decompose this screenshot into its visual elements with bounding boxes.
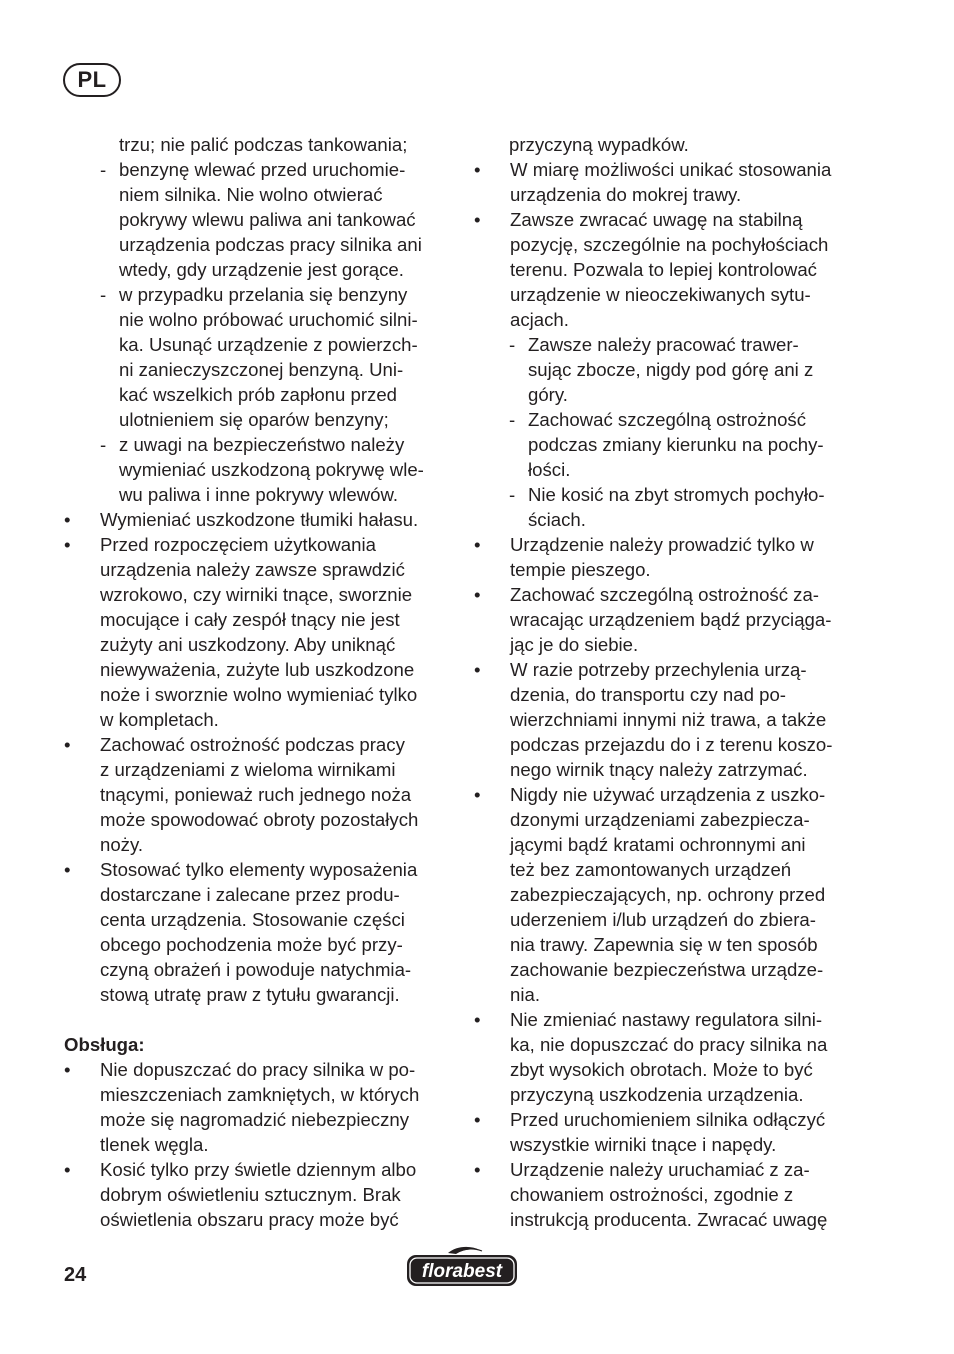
bullet-mark: • (474, 534, 481, 555)
item-text (510, 657, 874, 782)
text-line: ulotnieniem się oparów benzyny; (119, 409, 389, 430)
continued-text: trzu; nie palić podczas tankowania; (119, 134, 408, 155)
text-line: Stosować tylko elementy wyposażenia (100, 859, 418, 880)
text-line: mieszczeniach zamkniętych, w których (100, 1084, 420, 1105)
text-line: w kompletach. (100, 709, 219, 730)
text-line: niem silnika. Nie wolno otwierać (119, 184, 383, 205)
text-line: dobrym oświetleniu sztucznym. Brak (100, 1184, 401, 1205)
text-line: stową utratę praw z tytułu gwarancji. (100, 984, 400, 1005)
svg-text:florabest: florabest (421, 1261, 503, 1282)
text-line: Kosić tylko przy świetle dziennym albo (100, 1159, 417, 1180)
page-number: 24 (64, 1264, 87, 1286)
text-line: ściach. (528, 509, 586, 530)
text-line: podczas zmiany kierunku na pochy- (528, 434, 824, 455)
text-line: W razie potrzeby przechylenia urzą- (510, 659, 807, 680)
bullet-item (64, 532, 454, 732)
dash-item (474, 407, 874, 482)
dash-item (64, 432, 454, 507)
text-line: Przed uruchomieniem silnika odłączyć (510, 1109, 826, 1130)
text-line: Zachować szczególną ostrożność (528, 409, 807, 430)
text-line: wracając urządzeniem bądź przyciąga- (510, 609, 832, 630)
item-text (528, 407, 874, 482)
text-line: z uwagi na bezpieczeństwo należy (119, 434, 405, 455)
text-line: dzonymi urządzeniami zabezpiecza- (510, 809, 810, 830)
text-line: wymieniać uszkodzoną pokrywę wle- (119, 459, 424, 480)
bullet-mark: • (474, 784, 481, 805)
text-line: Zachować szczególną ostrożność za- (510, 584, 820, 605)
item-text (100, 1157, 454, 1232)
text-line: też bez zamontowanych urządzeń (510, 859, 792, 880)
text-line: w przypadku przelania się benzyny (119, 284, 408, 305)
item-text (100, 507, 454, 532)
bullet-item (474, 582, 874, 657)
bullet-mark: • (474, 584, 481, 605)
section-heading: Obsługa: (64, 1034, 145, 1055)
bullet-mark: • (474, 1159, 481, 1180)
text-line: W miarę możliwości unikać stosowania (510, 159, 832, 180)
text-line: Nie zmieniać nastawy regulatora silni- (510, 1009, 823, 1030)
language-badge (63, 63, 121, 97)
left-column (64, 132, 454, 1232)
text-line: terenu. Pozwala to lepiej kontrolować (510, 259, 817, 280)
dash-mark: - (100, 159, 107, 180)
bullet-item (64, 1057, 454, 1157)
text-line: przyczyną uszkodzenia urządzenia. (510, 1084, 804, 1105)
text-line: Urządzenie należy uruchamiać z za- (510, 1159, 810, 1180)
dash-item (64, 282, 454, 432)
item-text (119, 157, 454, 282)
text-line: urządzenia podczas pracy silnika ani (119, 234, 422, 255)
bullet-mark: • (474, 1109, 481, 1130)
bullet-mark: • (474, 1009, 481, 1030)
item-text (100, 732, 454, 857)
text-line: Nigdy nie używać urządzenia z uszko- (510, 784, 826, 805)
text-line: zachowanie bezpieczeństwa urządze- (510, 959, 824, 980)
item-text (100, 857, 454, 1007)
text-line: kać wszelkich prób zapłonu przed (119, 384, 398, 405)
item-text (119, 432, 454, 507)
continued-text: przyczyną wypadków. (509, 134, 689, 155)
text-line: urządzenia należy zawsze sprawdzić (100, 559, 405, 580)
bullet-item (64, 1157, 454, 1232)
text-line: urządzenie w nieoczekiwanych sytu- (510, 284, 811, 305)
text-line: dzenia, do transportu czy nad po- (510, 684, 786, 705)
text-line: góry. (528, 384, 568, 405)
text-line: tnącymi, ponieważ ruch jednego noża (100, 784, 412, 805)
text-line: nia. (510, 984, 540, 1005)
text-line: Zawsze należy pracować trawer- (528, 334, 799, 355)
bullet-mark: • (64, 859, 71, 880)
item-text (510, 532, 874, 582)
item-text (510, 582, 874, 657)
bullet-item (474, 157, 874, 207)
dash-mark: - (509, 409, 516, 430)
text-line: pozycję, szczególnie na pochyłościach (510, 234, 829, 255)
item-text (510, 1007, 874, 1107)
bullet-item (474, 782, 874, 1007)
dash-mark: - (100, 434, 107, 455)
text-line: Nie dopuszczać do pracy silnika w po- (100, 1059, 416, 1080)
text-line: instrukcją producenta. Zwracać uwagę (510, 1209, 828, 1230)
bullet-mark: • (474, 209, 481, 230)
item-text (119, 282, 454, 432)
text-line: wtedy, gdy urządzenie jest gorące. (119, 259, 404, 280)
bullet-item (474, 1157, 874, 1232)
text-line: noże i sworznie wolno wymieniać tylko (100, 684, 418, 705)
dash-item (64, 157, 454, 282)
text-line: Przed rozpoczęciem użytkowania (100, 534, 376, 555)
text-line: nia trawy. Zapewnia się w ten sposób (510, 934, 818, 955)
bullet-mark: • (474, 659, 481, 680)
right-column (474, 132, 874, 1232)
text-line: może spowodować obroty pozostałych (100, 809, 419, 830)
text-line: jąc je do siebie. (510, 634, 639, 655)
bullet-item (474, 1007, 874, 1107)
text-line: zabezpieczających, np. ochrony przed (510, 884, 826, 905)
text-line: sując zbocze, nigdy pod górę ani z (528, 359, 814, 380)
bullet-mark: • (64, 1059, 71, 1080)
text-line: tlenek węgla. (100, 1134, 209, 1155)
item-text (528, 482, 874, 532)
text-line: wszystkie wirniki tnące i napędy. (510, 1134, 777, 1155)
text-line: oświetlenia obszaru pracy może być (100, 1209, 399, 1230)
text-line: noży. (100, 834, 144, 855)
text-line: uderzeniem i/lub urządzeń do zbiera- (510, 909, 816, 930)
text-line: ka, nie dopuszczać do pracy silnika na (510, 1034, 828, 1055)
text-line: zużyty ani uszkodzony. Aby uniknąć (100, 634, 396, 655)
dash-mark: - (509, 484, 516, 505)
text-line: z urządzeniami z wieloma wirnikami (100, 759, 396, 780)
text-line: jącymi bądź kratami ochronnymi ani (510, 834, 806, 855)
text-line: obcego pochodzenia może być przy- (100, 934, 403, 955)
bullet-item (64, 507, 454, 532)
text-line: wu paliwa i inne pokrywy wlewów. (119, 484, 399, 505)
text-line: Zawsze zwracać uwagę na stabilną (510, 209, 803, 230)
dash-item (474, 482, 874, 532)
item-text (510, 157, 874, 207)
text-line: ni zanieczyszczonej benzyną. Uni- (119, 359, 404, 380)
bullet-item (474, 1107, 874, 1157)
bullet-mark: • (64, 509, 71, 530)
bullet-item (64, 732, 454, 857)
text-line: wzrokowo, czy wirniki tnące, sworznie (100, 584, 413, 605)
text-line: Urządzenie należy prowadzić tylko w (510, 534, 814, 555)
dash-mark: - (100, 284, 107, 305)
text-line: nego wirnik tnący należy zatrzymać. (510, 759, 808, 780)
text-line: acjach. (510, 309, 569, 330)
text-line: tempie pieszego. (510, 559, 651, 580)
bullet-item (474, 657, 874, 782)
item-text (510, 207, 874, 332)
text-line: benzynę wlewać przed uruchomie- (119, 159, 406, 180)
text-line: zbyt wysokich obrotach. Może to być (510, 1059, 813, 1080)
bullet-mark: • (474, 159, 481, 180)
item-text (510, 1107, 874, 1157)
text-line: podczas przejazdu do i z terenu koszo- (510, 734, 833, 755)
item-text (528, 332, 874, 407)
item-text (100, 532, 454, 732)
bullet-item (474, 532, 874, 582)
text-line: nie wolno próbować uruchomić silni- (119, 309, 418, 330)
text-line: ka. Usunąć urządzenie z powierzch- (119, 334, 418, 355)
text-line: Nie kosić na zbyt stromych pochyło- (528, 484, 825, 505)
text-line: centa urządzenia. Stosowanie części (100, 909, 405, 930)
bullet-mark: • (64, 734, 71, 755)
item-text (510, 1157, 874, 1232)
item-text (100, 1057, 454, 1157)
language-code: PL (77, 67, 107, 92)
text-line: niewyważenia, zużyte lub uszkodzone (100, 659, 415, 680)
item-text (510, 782, 874, 1007)
text-line: Wymieniać uszkodzone tłumiki hałasu. (100, 509, 419, 530)
text-line: urządzenia do mokrej trawy. (510, 184, 742, 205)
text-line: czyną obrażeń i powoduje natychmia- (100, 959, 412, 980)
bullet-mark: • (64, 534, 71, 555)
text-line: pokrywy wlewu paliwa ani tankować (119, 209, 416, 230)
text-line: mocujące i cały zespół tnący nie jest (100, 609, 400, 630)
bullet-item (474, 207, 874, 332)
bullet-mark: • (64, 1159, 71, 1180)
text-line: dostarczane i zalecane przez produ- (100, 884, 400, 905)
text-line: łości. (528, 459, 571, 480)
dash-mark: - (509, 334, 516, 355)
text-line: może się nagromadzić niebezpieczny (100, 1109, 410, 1130)
bullet-item (64, 857, 454, 1007)
text-line: Zachować ostrożność podczas pracy (100, 734, 405, 755)
florabest-logo (404, 1244, 520, 1290)
text-line: chowaniem ostrożności, zgodnie z (510, 1184, 794, 1205)
dash-item (474, 332, 874, 407)
text-line: wierzchniami innymi niż trawa, a także (510, 709, 827, 730)
